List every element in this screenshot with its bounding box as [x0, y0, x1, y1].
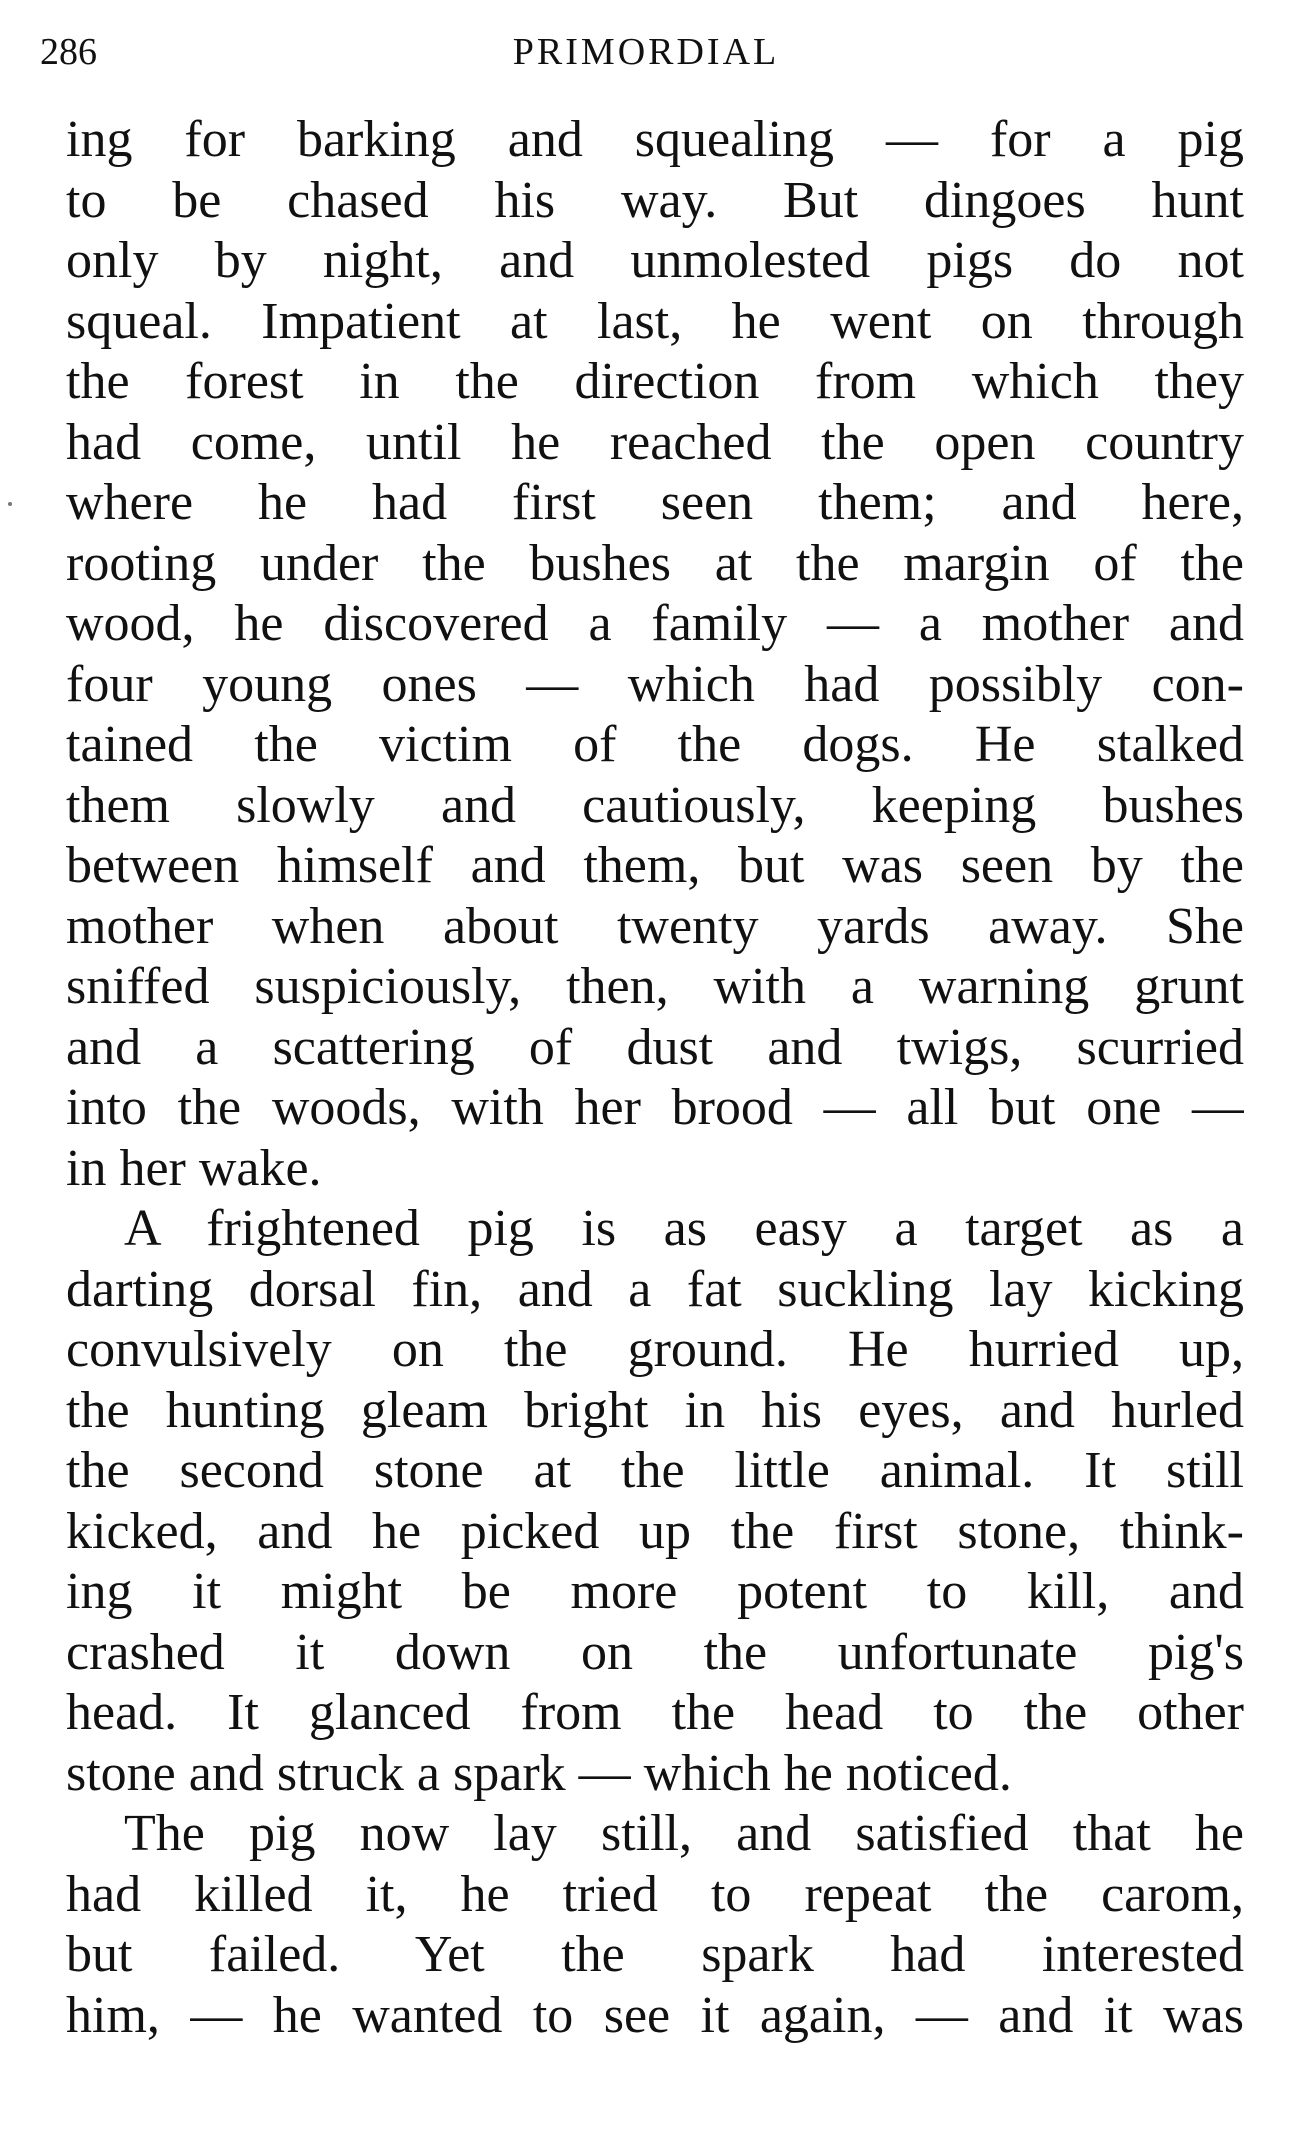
text-line: darting dorsal fin, and a fat suckling lay kicking — [66, 1260, 1244, 1318]
text-line: sniffed suspiciously, then, with a warning grunt — [66, 958, 1244, 1015]
text-line: A frightened pig is as easy a target as a — [124, 1200, 1244, 1257]
text-line: had killed it, he tried to repeat the carom, — [66, 1865, 1244, 1923]
text-line: ing for barking and squealing — for a pig — [66, 111, 1244, 168]
text-line: squeal. Impatient at last, he went on through — [66, 292, 1244, 350]
text-line: convulsively on the ground. He hurried up, — [66, 1321, 1244, 1378]
text-line: the forest in the direction from which they — [66, 353, 1244, 410]
text-line: and a scattering of dust and twigs, scurried — [66, 1018, 1244, 1076]
text-line: between himself and them, but was seen by the — [66, 837, 1244, 894]
text-line: them slowly and cautiously, keeping bushes — [66, 776, 1244, 834]
text-line: the second stone at the little animal. It still — [66, 1442, 1244, 1499]
margin-speck — [8, 502, 12, 506]
text-line: him, — he wanted to see it again, — and it was — [66, 1986, 1244, 2044]
text-line: wood, he discovered a family — a mother and — [66, 595, 1244, 652]
text-line: in her wake. — [66, 1139, 322, 1197]
paragraph — [66, 1804, 1244, 2046]
text-line: the hunting gleam bright in his eyes, and hurled — [66, 1381, 1244, 1439]
text-line: mother when about twenty yards away. She — [66, 897, 1244, 955]
running-head — [40, 22, 1252, 82]
text-line: four young ones — which had possibly con- — [66, 655, 1244, 713]
text-line: head. It glanced from the head to the other — [66, 1684, 1244, 1741]
text-line: rooting under the bushes at the margin of the — [66, 534, 1244, 592]
text-line: kicked, and he picked up the first stone, think- — [66, 1502, 1244, 1560]
text-line: crashed it down on the unfortunate pig's — [66, 1623, 1244, 1681]
text-line: where he had first seen them; and here, — [66, 474, 1244, 531]
text-line: tained the victim of the dogs. He stalked — [66, 716, 1244, 773]
text-line: into the woods, with her brood — all but one — — [66, 1079, 1244, 1136]
running-head-title: PRIMORDIAL — [512, 31, 780, 73]
text-line: but failed. Yet the spark had interested — [66, 1926, 1244, 1983]
body-text — [66, 110, 1244, 2046]
text-line: had come, until he reached the open country — [66, 413, 1244, 471]
text-line: stone and struck a spark — which he noticed. — [66, 1744, 1012, 1802]
text-line: only by night, and unmolested pigs do not — [66, 232, 1244, 289]
paragraph — [66, 1199, 1244, 1804]
page-number: 286 — [40, 31, 97, 73]
text-line: ing it might be more potent to kill, and — [66, 1563, 1244, 1620]
text-line: The pig now lay still, and satisfied that he — [124, 1805, 1244, 1862]
text-line: to be chased his way. But dingoes hunt — [66, 171, 1244, 229]
paragraph — [66, 110, 1244, 1199]
